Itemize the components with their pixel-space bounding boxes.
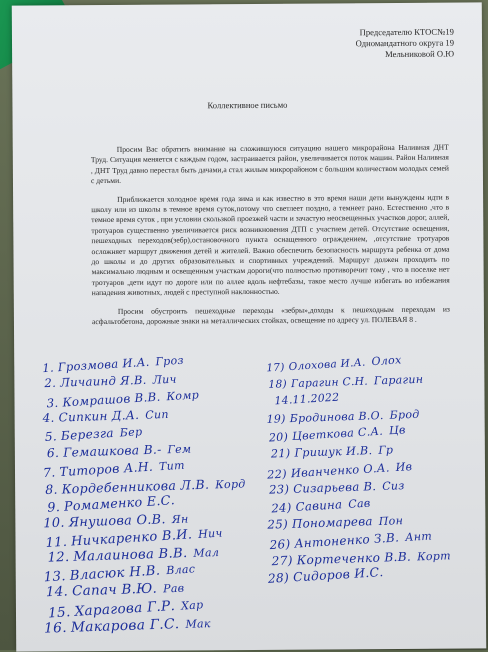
signature-mark: Олох [371, 353, 402, 369]
signature-row [269, 478, 405, 496]
signature-number: 21) [270, 446, 291, 461]
signature-name: Кортеченко В.В. [296, 549, 412, 567]
signature-mark: Гем [167, 442, 192, 457]
signature-mark: Гарагин [373, 372, 424, 387]
signature-mark: Пон [378, 514, 404, 529]
signature-name: Макарова Г.С. [70, 616, 180, 636]
signature-number: 23) [268, 482, 290, 497]
signature-mark: Сав [347, 496, 371, 511]
signature-number: 20) [268, 430, 289, 445]
signature-mark: Хар [180, 597, 204, 613]
signature-mark: Влас [165, 562, 196, 577]
signature-name: Личаинд Я.В. [59, 373, 147, 391]
signature-mark: Сип [145, 408, 169, 422]
signature-name: Гришук И.В. [294, 444, 373, 460]
signature-name: Сидоров И.С. [292, 565, 384, 585]
signature-number: 10. [43, 515, 65, 531]
signature-name: Сизарьева В. [293, 479, 377, 497]
signature-name: Сипкин Д.А. [58, 408, 140, 425]
signature-number: 1. [41, 360, 55, 376]
signature-row [44, 372, 177, 390]
signature-name: Ромаменко Е.С. [63, 492, 176, 514]
signature-name: 14.11.2022 [274, 390, 340, 408]
signature-name: Савина [295, 497, 343, 514]
signature-mark: Гр [378, 443, 394, 457]
signature-number: 2. [44, 376, 57, 391]
signature-mark: Корд [215, 477, 246, 492]
signature-name: Ничкаренко В.И. [70, 527, 193, 550]
signature-row [44, 424, 142, 444]
signature-number: 19) [266, 412, 286, 426]
signature-mark: Сиз [382, 479, 405, 494]
signature-row [42, 407, 169, 425]
signature-number: 5. [44, 428, 58, 444]
signature-mark: Корт [416, 548, 452, 563]
signature-number: 7. [42, 464, 56, 481]
signature-number: 22) [266, 466, 288, 482]
signature-row [268, 372, 423, 390]
addressee-line-3: Мельниковой О.Ю [385, 48, 455, 60]
signature-name: Бродинова В.О. [289, 408, 384, 425]
signature-mark: Ян [171, 512, 189, 526]
paragraph-2: Приближается холодное время года зима и как известно в это время наши дети вынуждены идти в школу или из школы в темное время суток,потому что светлеет поздно, а темнеет рано. Естественно ,что в темное время суток , при условии скользкой проезжей части и зачастую неосвещенных участков дорог, аллей, тротуаров существенно увеличивается риск возникновения ДТП с участием детей. Отсутствие освещения, пешеходных переходов(зебр),остановочного пункта оснащенного ограждением, ,отсутствие тротуаров осложняет маршрут движения детей и жителей. Важно обеспечить безопасность маршрута ребенка от дома до школы и до других образовательных и спортивных учреждений. Маршрут должен проходить по максимально людным и освещенным участкам дороги(что полностью противоречит тому , что в поселке нет тротуаров ,дети идут по дороге или по аллее вдоль нефтебазы, такое место лучше избегать во избежания нападения животных, людей с преступной наклонностью. [91, 192, 450, 298]
signature-name: Сапач В.Ю. [71, 581, 158, 600]
signature-mark: Гроз [155, 353, 185, 369]
signature-number: 14. [45, 584, 69, 601]
signature-name: Антоненко З.В. [294, 530, 400, 551]
letter-sheet [12, 2, 486, 651]
signature-number: 4. [42, 410, 55, 426]
signature-row [267, 514, 403, 532]
signature-number: 12. [47, 550, 70, 567]
signature-row [266, 353, 402, 374]
signature-mark: Цв [388, 423, 406, 438]
signature-row [268, 424, 405, 445]
signature-mark: Лич [152, 373, 177, 387]
letter-title: Коллективное письмо [207, 99, 288, 111]
signature-number: 15. [47, 603, 72, 622]
signature-number: 17) [266, 361, 286, 375]
signature-name: Гемашкова В.- [62, 442, 162, 460]
signature-list [38, 354, 480, 647]
signature-number: 6. [46, 445, 60, 461]
signature-number: 26) [269, 536, 291, 553]
signature-name: Цветкова С.А. [291, 425, 384, 444]
letter-body [91, 143, 450, 328]
signature-name: Власюк Н.В. [69, 563, 161, 584]
signature-name: Янушова О.В. [68, 511, 167, 531]
signature-number: 3. [46, 395, 59, 411]
signature-mark: Бер [119, 424, 143, 440]
signature-name: Пономарева [291, 514, 374, 532]
signature-name: Комрашов В.В. [62, 389, 161, 410]
signature-number: 25) [267, 517, 289, 533]
signature-mark: Тит [158, 459, 186, 474]
signature-row [43, 457, 186, 480]
signature-mark: Мал [193, 546, 220, 561]
addressee-line-1: Председателю КТОС№19 [359, 26, 454, 38]
signature-row [271, 548, 451, 568]
addressee-block [356, 27, 455, 61]
signature-number: 8. [44, 481, 58, 497]
signature-mark: Ант [404, 529, 433, 545]
signature-mark: Нич [197, 526, 223, 541]
signature-row [269, 528, 432, 552]
signature-name: Гарагин С.Н. [290, 374, 369, 390]
signature-number: 9. [46, 499, 61, 515]
signature-name: Грозмова И.А. [57, 354, 150, 375]
signature-name: Кордебенникова Л.В. [61, 476, 210, 497]
signature-number: 27) [271, 553, 293, 568]
signature-mark: Ив [395, 459, 413, 474]
signature-number: 18) [268, 376, 288, 391]
signature-row [267, 565, 383, 586]
paragraph-3: Просим обустроить пешеходные переходы «зебры»,доходы к пешеходным переходам из асфальтобетона, дорожные знаки на металлических стойках, освещение по адресу ул. ПОЛЕВАЯ 8 . [91, 304, 450, 327]
signature-name: Березга [60, 425, 115, 443]
signature-mark: Брод [389, 407, 420, 422]
signature-mark: Рав [162, 581, 185, 596]
signature-mark: Комр [166, 388, 200, 404]
signature-number: 16. [43, 619, 68, 637]
signature-name: Титоров А.Н. [59, 459, 154, 480]
signature-number: 13. [43, 568, 67, 586]
signature-name: Иванченко О.А. [290, 460, 391, 480]
signature-row [270, 391, 339, 408]
signature-row [271, 495, 371, 515]
paragraph-1: Просим Вас обратить внимание на сложившуюся ситуацию нашего микрорайона Наливная ДНТ Труд. Ситуация меняется с каждым годом, застраивается район, увеличивается поток машин. Район Наливная , ДНТ Труд давно перестал быть дачами,а стал жилым микрорайоном с большим количеством молодых семей с детьми. [90, 142, 449, 186]
signature-name: Олохова И.А. [288, 356, 366, 374]
signature-number: 11. [45, 534, 68, 552]
signature-number: 28) [267, 570, 290, 587]
signature-name: Харагова Г.Р. [74, 597, 176, 620]
signature-row [46, 581, 185, 601]
addressee-line-2: Одномандатного округа 19 [355, 37, 455, 49]
signature-row [46, 387, 199, 410]
signature-mark: Мак [185, 617, 211, 631]
signature-number: 24) [270, 500, 293, 516]
signature-name: Малаинова В.В. [73, 546, 188, 566]
signature-row [271, 443, 394, 460]
signature-number [270, 395, 271, 408]
